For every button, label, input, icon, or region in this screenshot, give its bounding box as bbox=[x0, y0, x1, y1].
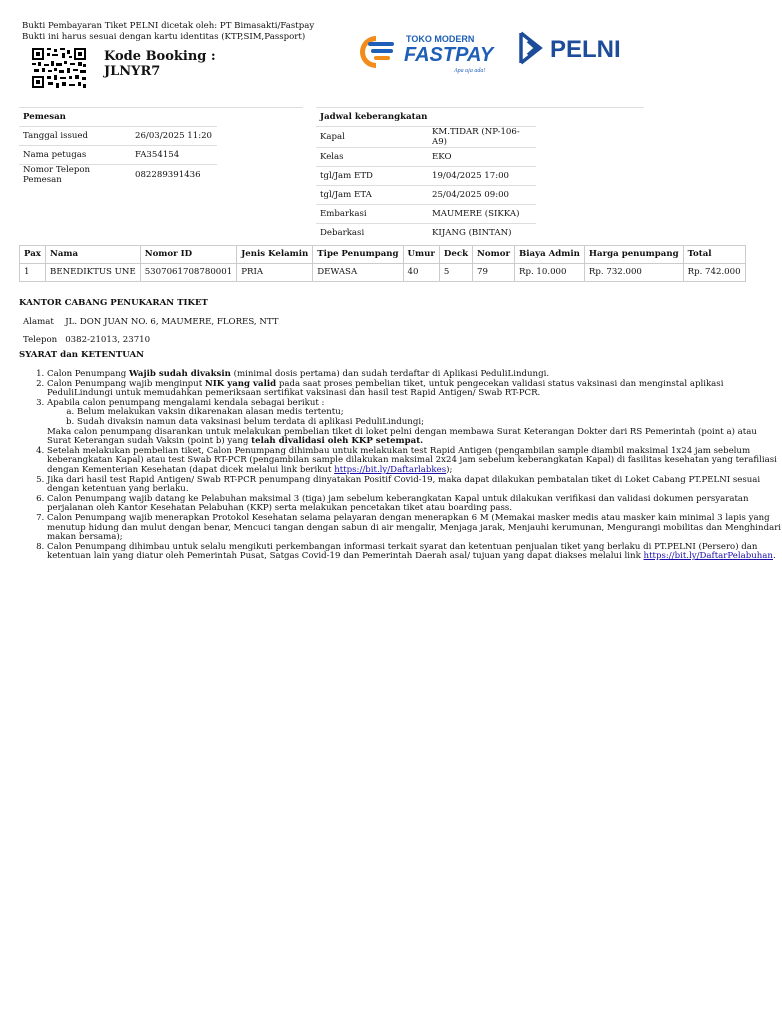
list-item: 4. Setelah melakukan pembelian tiket, Calon Penumpang dihimbau untuk melakukan test Rapid Antigen (pengambilan sample diambil maksimal 1x24 jam sebelum keberangkatan Kapal) atau test Swab RT-PCR (pengambilan sample dilakukan maksimal 2x24 jam sebelum keberangkatan Kapal) di fasilitas kesehatan yang terafiliasi dengan Kementerian Kesehatan (dapat dicek melalui link berikut https://bit.ly/Daftarlabkes); bbox=[47, 447, 782, 476]
jadwal-label: tgl/Jam ETA bbox=[316, 186, 428, 205]
pemesan-value: 082289391436 bbox=[131, 165, 217, 186]
table-row bbox=[316, 148, 644, 167]
col-header: Pax bbox=[20, 246, 46, 264]
jadwal-value: 25/04/2025 09:00 bbox=[428, 186, 536, 205]
jadwal-value: 19/04/2025 17:00 bbox=[428, 167, 536, 186]
list-item: 6. Calon Penumpang wajib datang ke Pelabuhan maksimal 3 (tiga) jam sebelum keberangkatan Kapal untuk dilakukan verifikasi dan validasi dokumen persyaratan perjalanan oleh Kantor Kesehatan Pelabuhan (KKP) serta melakukan pencetakan tiket atau boarding pass. bbox=[47, 495, 782, 514]
cell: 40 bbox=[403, 264, 439, 282]
kantor-title: KANTOR CABANG PENUKARAN TIKET bbox=[19, 298, 208, 308]
jadwal-label: Kapal bbox=[316, 127, 428, 148]
alamat-value: JL. DON JUAN NO. 6, MAUMERE, FLORES, NTT bbox=[65, 316, 279, 327]
jadwal-label: Debarkasi bbox=[316, 224, 428, 243]
print-info-line: Bukti Pembayaran Tiket PELNI dicetak oleh: PT Bimasakti/Fastpay bbox=[22, 21, 315, 31]
cell: Rp. 732.000 bbox=[584, 264, 683, 282]
sub-list-item: b. Sudah divaksin namun data vaksinasi belum terdata di aplikasi PeduliLindungi; bbox=[77, 418, 782, 428]
table-row bbox=[316, 127, 644, 148]
col-header: Biaya Admin bbox=[514, 246, 584, 264]
list-item: 3. Apabila calon penumpang mengalami kendala sebagai berikut : a. Belum melakukan vaksin dikarenakan alasan medis tertentu; b. Sudah divaksin namun data vaksinasi belum terdata di aplikasi PeduliLindungi; Maka calon penumpang disarankan untuk melakukan pembelian tiket di loket pelni dengan membawa Surat Keterangan Dokter dari RS Pemerintah (point a) atau Surat Keterangan sudah Vaksin (point b) yang telah divalidasi oleh KKP setempat. bbox=[47, 399, 782, 447]
cell: DEWASA bbox=[313, 264, 403, 282]
cell: 5307061708780001 bbox=[140, 264, 236, 282]
list-item: 8. Calon Penumpang dihimbau untuk selalu mengikuti perkembangan informasi terkait syarat dan ketentuan penjualan tiket yang berlaku di PT.PELNI (Persero) dan ketentuan lain yang diatur oleh Pemerintah Pusat, Satgas Covid-19 dan Pemerintah Daerah asal/ tujuan yang dapat diakses melalui link https://bit.ly/DaftarPelabuhan. bbox=[47, 543, 782, 562]
syarat-title: SYARAT dan KETENTUAN bbox=[19, 350, 144, 360]
table-row bbox=[19, 331, 283, 349]
fastpay-tagline: Apa aja ada! bbox=[454, 68, 486, 74]
table-row bbox=[316, 186, 644, 205]
jadwal-label: Kelas bbox=[316, 148, 428, 167]
passenger-header-row bbox=[20, 246, 746, 264]
alamat-label: Alamat bbox=[23, 316, 54, 327]
sub-list bbox=[47, 408, 782, 427]
fastpay-logo bbox=[362, 30, 492, 74]
pelni-logo bbox=[518, 30, 638, 66]
booking-code-block bbox=[104, 49, 216, 79]
col-header: Nomor ID bbox=[140, 246, 236, 264]
pemesan-title: Pemesan bbox=[19, 108, 217, 127]
fastpay-main-text: FASTPAY bbox=[404, 44, 494, 66]
table-row bbox=[20, 264, 746, 282]
table-row bbox=[316, 167, 644, 186]
col-header: Harga penumpang bbox=[584, 246, 683, 264]
pemesan-label: Nomor Telepon Pemesan bbox=[19, 165, 131, 186]
jadwal-label: tgl/Jam ETD bbox=[316, 167, 428, 186]
cell: Rp. 10.000 bbox=[514, 264, 584, 282]
col-header: Deck bbox=[439, 246, 472, 264]
table-row bbox=[19, 165, 303, 186]
jadwal-value: EKO bbox=[428, 148, 536, 167]
labkes-link[interactable]: https://bit.ly/Daftarlabkes bbox=[334, 464, 447, 475]
pemesan-label: Nama petugas bbox=[19, 146, 131, 165]
jadwal-value: KM.TIDAR (NP-106-A9) bbox=[428, 127, 536, 148]
col-header: Nomor bbox=[473, 246, 515, 264]
list-item: 5. Jika dari hasil test Rapid Antigen/ Swab RT-PCR penumpang dinyatakan Positif Covid-19, maka dapat dilakukan pembatalan tiket di Loket Cabang PT.PELNI sesuai dengan ketentuan yang berlaku. bbox=[47, 476, 782, 495]
sub-list-item: a. Belum melakukan vaksin dikarenakan alasan medis tertentu; bbox=[77, 408, 782, 418]
pelabuhan-link[interactable]: https://bit.ly/DaftarPelabuhan bbox=[643, 551, 773, 562]
col-header: Jenis Kelamin bbox=[237, 246, 313, 264]
jadwal-value: MAUMERE (SIKKA) bbox=[428, 205, 536, 224]
col-header: Nama bbox=[46, 246, 141, 264]
pelni-wordmark: PELNI bbox=[550, 36, 621, 63]
cell: 5 bbox=[439, 264, 472, 282]
cell: Rp. 742.000 bbox=[683, 264, 745, 282]
pelni-mark-icon bbox=[521, 33, 540, 63]
pemesan-label: Tanggal issued bbox=[19, 127, 131, 146]
pemesan-value: FA354154 bbox=[131, 146, 217, 165]
kantor-table bbox=[19, 313, 283, 349]
fastpay-swoosh-icon bbox=[360, 36, 394, 68]
jadwal-title: Jadwal keberangkatan bbox=[316, 108, 536, 127]
qr-code-icon bbox=[32, 48, 86, 88]
pemesan-value: 26/03/2025 11:20 bbox=[131, 127, 217, 146]
col-header: Umur bbox=[403, 246, 439, 264]
telepon-value: 0382-21013, 23710 bbox=[65, 334, 151, 345]
jadwal-label: Embarkasi bbox=[316, 205, 428, 224]
cell: 1 bbox=[20, 264, 46, 282]
cell: PRIA bbox=[237, 264, 313, 282]
telepon-label: Telepon bbox=[23, 334, 58, 345]
cell: BENEDIKTUS UNE bbox=[46, 264, 141, 282]
list-item: 1. Calon Penumpang Wajib sudah divaksin (minimal dosis pertama) dan sudah terdaftar di Aplikasi PeduliLindungi. bbox=[47, 370, 782, 380]
identity-note-line: Bukti ini harus sesuai dengan kartu identitas (KTP,SIM,Passport) bbox=[22, 32, 306, 42]
list-item: 7. Calon Penumpang wajib menerapkan Protokol Kesehatan selama pelayaran dengan menerapkan 6 M (Memakai masker medis atau masker kain minimal 3 lapis yang menutup hidung dan mulut dengan benar, Mencuci tangan dengan sabun di air mengalir, Menjaga jarak, Menjauhi kerumunan, Mengurangi mobilitas dan Menghindari makan bersama); bbox=[47, 514, 782, 543]
table-row bbox=[19, 146, 303, 165]
jadwal-table bbox=[316, 107, 644, 242]
table-row bbox=[19, 313, 283, 331]
pemesan-table bbox=[19, 107, 303, 185]
col-header: Tipe Penumpang bbox=[313, 246, 403, 264]
terms-list bbox=[19, 370, 782, 562]
table-row bbox=[316, 224, 644, 243]
col-header: Total bbox=[683, 246, 745, 264]
jadwal-value: KIJANG (BINTAN) bbox=[428, 224, 536, 243]
list-item: 2. Calon Penumpang wajib menginput NIK yang valid pada saat proses pembelian tiket, untuk pengecekan validasi status vaksinasi dan menginstal aplikasi PeduliLindungi untuk memudahkan pemeriksaan sertifikat vaksinasi dan hasil test Rapid Antigen/ Swab RT-PCR. bbox=[47, 380, 782, 399]
table-row bbox=[316, 205, 644, 224]
cell: 79 bbox=[473, 264, 515, 282]
booking-code: JLNYR7 bbox=[104, 64, 161, 79]
booking-label: Kode Booking : bbox=[104, 49, 216, 64]
table-row bbox=[19, 127, 303, 146]
passenger-table bbox=[19, 245, 746, 282]
fastpay-top-text: TOKO MODERN bbox=[406, 34, 475, 44]
